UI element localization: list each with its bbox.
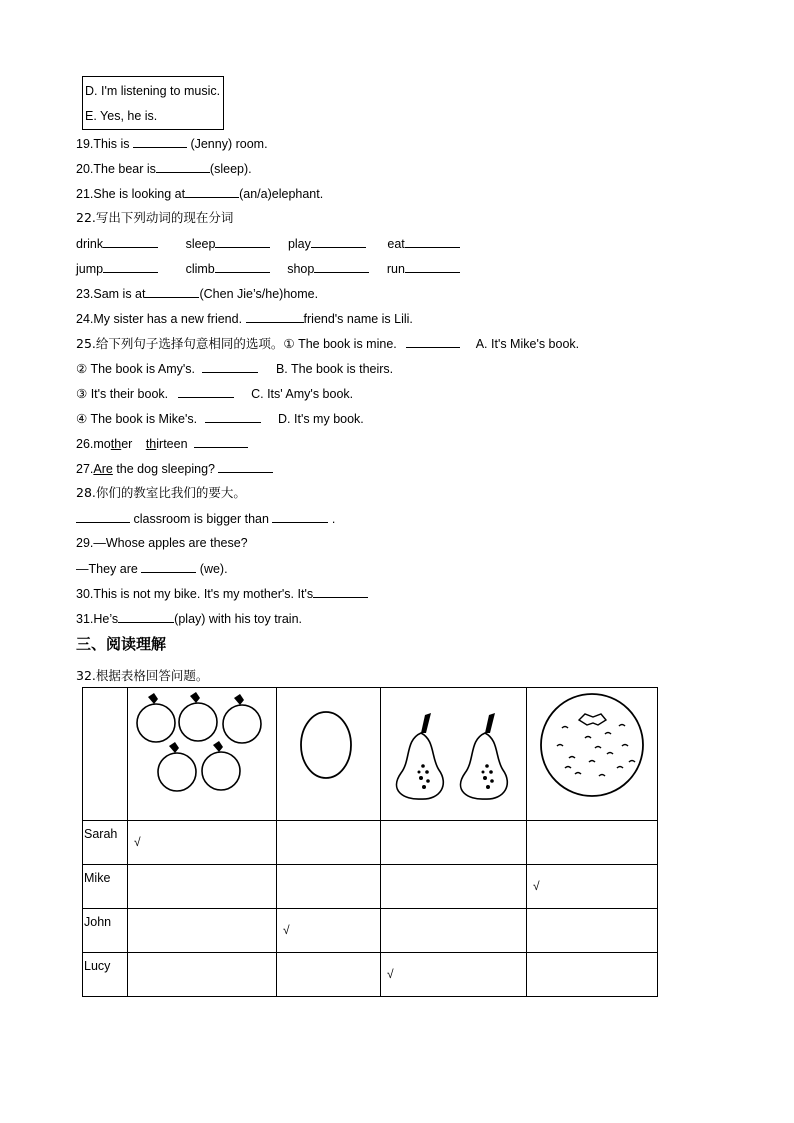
orange-cell [527,688,658,821]
tick-cell[interactable] [527,953,658,997]
blank-21[interactable] [185,185,239,198]
tick-cell[interactable] [277,953,381,997]
tick-cell[interactable] [381,821,527,865]
blank-25-1[interactable] [406,335,460,348]
tick-mark [277,953,380,967]
question-19: 19.This is (Jenny) room. [76,137,268,151]
tick-mark [277,865,380,879]
row-name: Lucy [83,953,128,997]
blank-28-2[interactable] [272,510,328,523]
blank-drink[interactable] [103,235,158,248]
table-row [83,909,658,953]
verb-row-1: drink sleep play eat [76,235,460,252]
tick-mark [381,909,526,923]
blank-26[interactable] [194,435,248,448]
tick-mark [381,865,526,879]
tick-cell[interactable] [128,953,277,997]
food-table [82,687,658,997]
question-25-item-3: ③ It's their book. C. Its' Amy's book. [76,387,354,401]
tick-cell[interactable] [527,865,658,909]
pears-icon [381,688,526,817]
question-27: 27.Are the dog sleeping? [76,460,273,477]
tick-cell[interactable] [277,865,381,909]
option-e: E. Yes, he is. [85,109,158,123]
blank-20[interactable] [156,160,210,173]
egg-icon [277,688,380,817]
tick-cell[interactable] [128,909,277,953]
tick-mark: √ [283,923,290,937]
tick-cell[interactable] [277,821,381,865]
tick-mark [277,821,380,835]
question-25-item-2: ② The book is Amy's. B. The book is theirs. [76,362,394,376]
table-row [83,821,658,865]
table-row [83,953,658,997]
apples-icon [128,688,276,817]
table-row [83,865,658,909]
question-22-title: 22.写出下列动词的现在分词 [76,210,234,225]
question-25-item-4: ④ The book is Mike's. D. It's my book. [76,412,364,426]
tick-mark: √ [533,879,540,893]
tick-cell[interactable] [128,865,277,909]
blank-eat[interactable] [405,235,460,248]
apples-cell [128,688,277,821]
question-20: 20.The bear is (sleep). [76,162,252,176]
tick-mark [128,865,276,879]
blank-run[interactable] [405,260,460,273]
blank-25-4[interactable] [205,410,261,423]
egg-cell [277,688,381,821]
blank-play[interactable] [311,235,366,248]
question-23: 23.Sam is at (Chen Jie’s/he)home. [76,287,319,301]
blank-31[interactable] [118,610,174,623]
blank-30[interactable] [313,585,368,598]
blank-24[interactable] [246,310,304,323]
blank-25-2[interactable] [202,360,258,373]
tick-mark [527,909,657,923]
section-heading: 三、阅读理解 [76,635,167,653]
blank-climb[interactable] [215,260,270,273]
blank-29[interactable] [141,560,196,573]
blank-27[interactable] [218,460,273,473]
question-28-title: 28.你们的教室比我们的要大。 [76,485,246,500]
blank-25-3[interactable] [178,385,234,398]
pears-cell [381,688,527,821]
question-32-title: 32.根据表格回答问题。 [76,668,209,683]
question-25-item-1: 25.给下列句子选择句意相同的选项。① The book is mine. A. It's Mike's book. [76,336,580,351]
tick-mark [381,821,526,835]
question-31: 31.He’s (play) with his toy train. [76,612,302,626]
tick-mark: √ [134,835,141,849]
tick-cell[interactable] [128,821,277,865]
picture-row [83,688,658,821]
row-name: Mike [83,865,128,909]
question-30: 30.This is not my bike. It's my mother's. It's [76,585,368,602]
row-name: John [83,909,128,953]
question-24: 24.My sister has a new friend. friend's name is Lili. [76,312,413,326]
blank-28-1[interactable] [76,510,130,523]
tick-mark: √ [387,967,394,981]
blank-23[interactable] [145,285,199,298]
tick-mark [527,953,657,967]
blank-19[interactable] [133,135,187,148]
answer-options-box [82,76,224,130]
tick-cell[interactable] [527,821,658,865]
question-29-answer: —They are (we). [76,562,228,576]
blank-shop[interactable] [314,260,369,273]
verb-row-2: jump climb shop run [76,260,460,277]
tick-mark [527,821,657,835]
orange-icon [527,688,657,817]
question-26: 26.mother thirteen [76,435,248,452]
tick-cell[interactable] [277,909,381,953]
row-name: Sarah [83,821,128,865]
tick-cell[interactable] [381,909,527,953]
option-d: D. I'm listening to music. [85,84,221,98]
question-28: classroom is bigger than . [76,510,335,527]
corner-cell [83,688,128,821]
tick-cell[interactable] [381,865,527,909]
tick-cell[interactable] [381,953,527,997]
question-29: 29.—Whose apples are these? [76,536,248,550]
question-21: 21.She is looking at (an/a)elephant. [76,187,324,201]
tick-mark [128,953,276,967]
blank-sleep[interactable] [215,235,270,248]
tick-cell[interactable] [527,909,658,953]
blank-jump[interactable] [103,260,158,273]
tick-mark [128,909,276,923]
